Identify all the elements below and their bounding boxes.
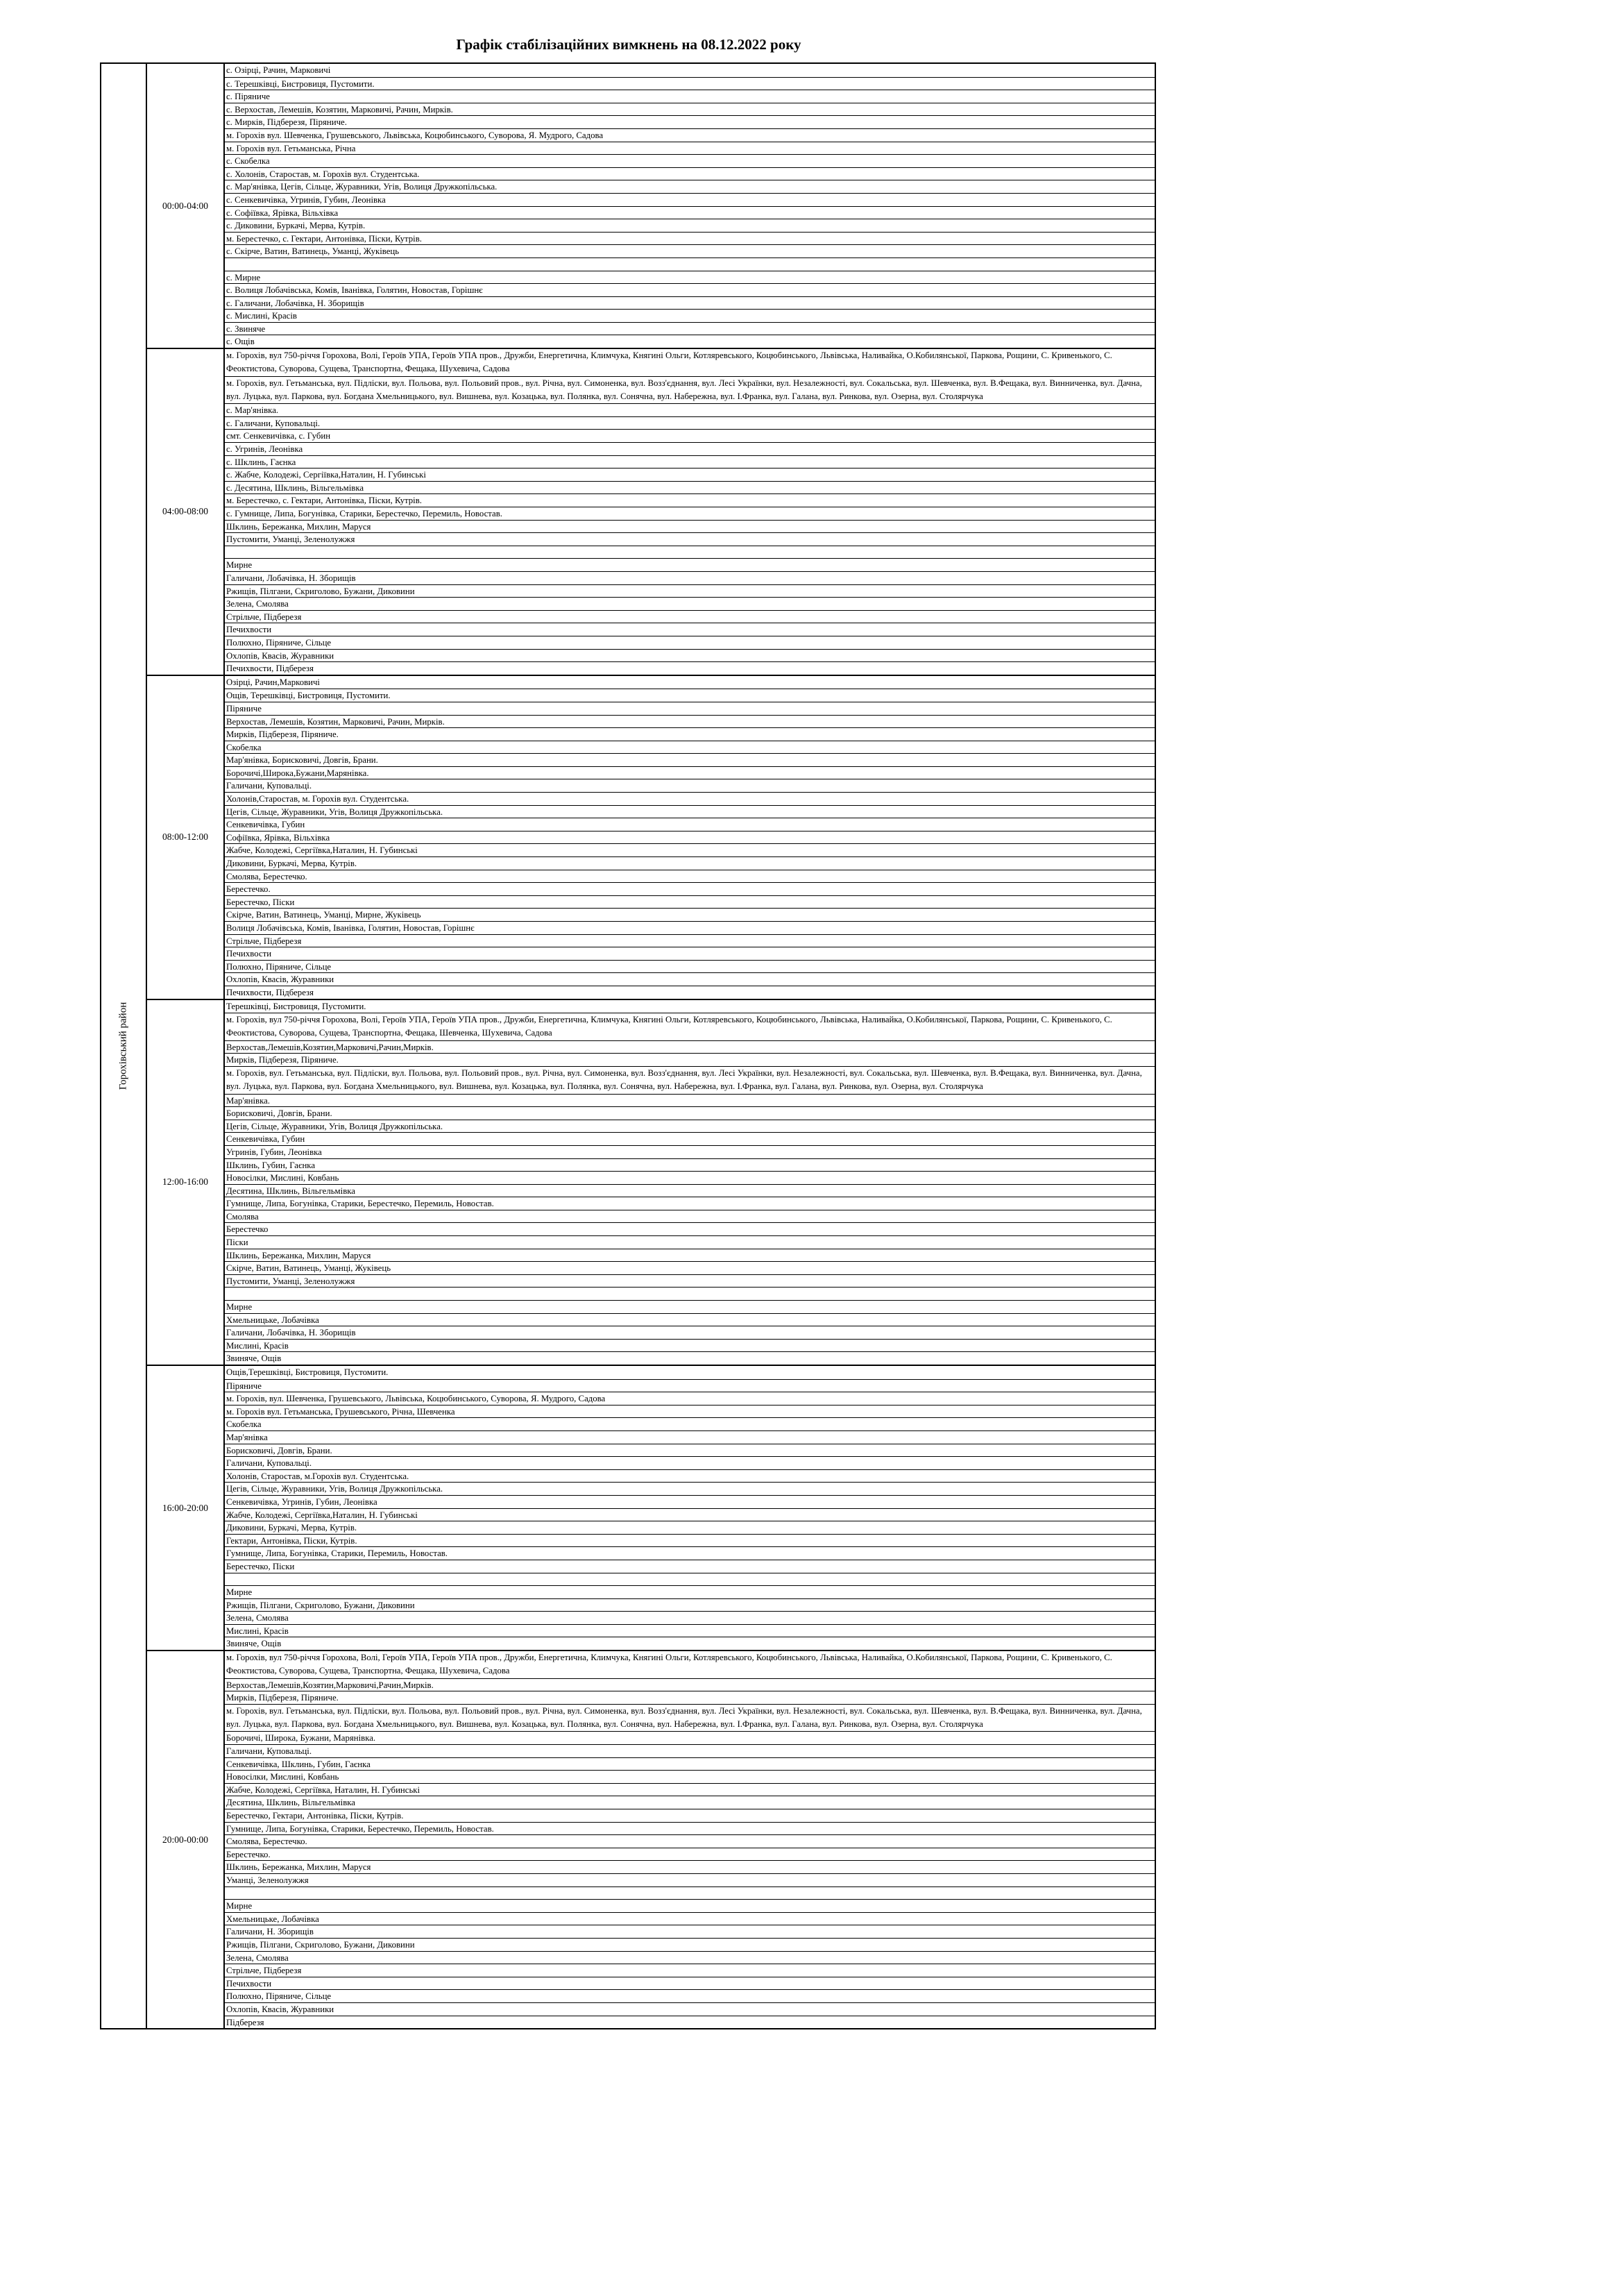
- settlement-row: Сенкевичівка, Угринів, Губин, Леонівка: [225, 1495, 1155, 1508]
- settlement-row: м. Берестечко, с. Гектари, Антонівка, Піски, Кутрів.: [225, 232, 1155, 245]
- settlement-row: с. Сенкевичівка, Угринів, Губин, Леонівка: [225, 193, 1155, 206]
- settlement-row: Скірче, Ватин, Ватинець, Уманці, Мирне, Жуківець: [225, 908, 1155, 921]
- settlement-row: Гумнище, Липа, Богунівка, Старики, Перемиль, Новостав.: [225, 1546, 1155, 1560]
- settlement-row: Пустомити, Уманці, Зеленолужжя: [225, 532, 1155, 546]
- settlement-row: м. Горохів, вул 750-річчя Горохова, Волі, Героїв УПА, Героїв УПА пров., Дружби, Енергетична, Климчука, Княгині Ольги, Котляревського, Коцюбинського, Львівська, Наливайка, О.Кобилянської, Паркова, Рощини, С. Кривенького, С. Феоктистова, Суворова, Сущева, Транспортна, Фещака, Шухевича, Садова: [226, 351, 1112, 374]
- settlement-row: Сенкевичівка, Губин: [225, 818, 1155, 831]
- settlement-row: Смолява, Берестечко.: [225, 870, 1155, 883]
- settlement-row: Стрільче, Підберезя: [225, 610, 1155, 623]
- settlement-row: Галичани, Куповальці.: [225, 1456, 1155, 1469]
- settlement-row: Верхостав,Лемешів,Козятин,Марковичі,Рачин,Мирків.: [225, 1678, 1155, 1691]
- settlement-row: Мирків, Підберезя, Піряниче.: [225, 1053, 1155, 1066]
- settlement-row: с. Галичани, Куповальці.: [225, 416, 1155, 430]
- settlement-rows: [225, 1651, 1155, 2028]
- settlement-row: с. Терешківці, Бистровиця, Пустомити.: [225, 77, 1155, 90]
- settlement-row: смт. Сенкевичівка, с. Губин: [225, 429, 1155, 442]
- settlement-row: Берестечко, Гектари, Антонівка, Піски, Кутрів.: [225, 1809, 1155, 1822]
- settlement-row: с. Мирків, Підберезя, Піряниче.: [225, 115, 1155, 128]
- settlement-row: Звиняче, Ощів: [225, 1637, 1155, 1650]
- settlement-row: Угринів, Губин, Леонівка: [225, 1145, 1155, 1158]
- settlement-row: [225, 1886, 1155, 1900]
- settlement-row: Охлопів, Квасів, Журавники: [225, 972, 1155, 986]
- settlement-row: Стрільче, Підберезя: [225, 934, 1155, 947]
- settlement-row: Гумнище, Липа, Богунівка, Старики, Берестечко, Перемиль, Новостав.: [225, 1197, 1155, 1210]
- settlement-row: Верхостав,Лемешів,Козятин,Марковичі,Рачин,Мирків.: [225, 1040, 1155, 1054]
- settlement-row: Ощів, Терешківці, Бистровиця, Пустомити.: [225, 689, 1155, 702]
- settlement-row: Печихвости: [225, 1977, 1155, 1990]
- settlement-row: с. Диковини, Буркачі, Мерва, Кутрів.: [225, 219, 1155, 232]
- settlement-row: с. Галичани, Лобачівка, Н. Зборищів: [225, 296, 1155, 310]
- settlement-row: Верхостав, Лемешів, Козятин, Марковичі, Рачин, Мирків.: [225, 715, 1155, 728]
- settlement-row: м. Горохів, вул. Шевченка, Грушевського, Львівська, Коцюбинського, Суворова, Я. Мудрого, Садова: [225, 1392, 1155, 1405]
- settlement-row: Шклинь, Бережанка, Михлин, Маруся: [225, 1249, 1155, 1262]
- settlement-row: Диковини, Буркачі, Мерва, Кутрів.: [225, 1521, 1155, 1534]
- settlement-row: Печихвости: [225, 947, 1155, 960]
- district-label: Горохівський район: [117, 1002, 129, 1090]
- settlement-row: Мирків, Підберезя, Піряниче.: [225, 727, 1155, 741]
- settlement-row: Мирне: [225, 558, 1155, 571]
- settlement-row: Мар'янівка.: [225, 1094, 1155, 1107]
- page-title: Графік стабілізаційних вимкнень на 08.12.2022 року: [456, 36, 801, 53]
- settlement-row: Мислині, Красів: [225, 1339, 1155, 1352]
- settlement-row: Пустомити, Уманці, Зеленолужжя: [225, 1274, 1155, 1288]
- settlement-row: м. Горохів вул. Гетьманська, Грушевського, Річна, Шевченка: [225, 1405, 1155, 1418]
- settlement-row: с. Скірче, Ватин, Ватинець, Уманці, Жуківець: [225, 244, 1155, 258]
- settlement-row: Зелена, Смолява: [225, 597, 1155, 610]
- time-block: [147, 1365, 1155, 1650]
- settlement-row: м. Горохів вул. Гетьманська, Річна: [225, 142, 1155, 155]
- settlement-row: Борочичі,Широка,Бужани,Марянівка.: [225, 766, 1155, 779]
- settlement-row: с. Холонів, Старостав, м. Горохів вул. Студентська.: [225, 167, 1155, 180]
- settlement-row: с. Софіївка, Ярівка, Вільхівка: [225, 206, 1155, 219]
- settlement-row: Берестечко, Піски: [225, 895, 1155, 909]
- settlement-row: м. Горохів, вул 750-річчя Горохова, Волі, Героїв УПА, Героїв УПА пров., Дружби, Енергетична, Климчука, Княгині Ольги, Котляревського, Коцюбинського, Львівська, Наливайка, О.Кобилянської, Паркова, Рощини, С. Кривенького, С. Феоктистова, Суворова, Сущева, Транспортна, Фещака, Шухевича, Садова: [226, 1653, 1112, 1676]
- settlement-row: Уманці, Зеленолужжя: [225, 1873, 1155, 1886]
- settlement-row: с. Мирне: [225, 271, 1155, 284]
- settlement-row: м. Берестечко, с. Гектари, Антонівка, Піски, Кутрів.: [225, 493, 1155, 507]
- settlement-row: с. Десятина, Шклинь, Вільгельмівка: [225, 481, 1155, 494]
- settlement-row: Мирне: [225, 1300, 1155, 1313]
- settlement-row: Підберезя: [225, 2016, 1155, 2029]
- settlement-row: Галичани, Лобачівка, Н. Зборищів: [225, 571, 1155, 584]
- settlement-row: Скобелка: [225, 1417, 1155, 1430]
- settlement-row: Охлопів, Квасів, Журавники: [225, 649, 1155, 662]
- settlement-row: Печихвости, Підберезя: [225, 661, 1155, 675]
- settlement-row: с. Гумнище, Липа, Богунівка, Старики, Берестечко, Перемиль, Новостав.: [225, 507, 1155, 520]
- settlement-row: Хмельницьке, Лобачівка: [225, 1912, 1155, 1925]
- settlement-row: Берестечко: [225, 1222, 1155, 1235]
- settlement-row: Жабче, Колодежі, Сергіївка, Наталин, Н. Губинські: [225, 1783, 1155, 1796]
- settlement-row: с. Звиняче: [225, 322, 1155, 335]
- settlement-row: Диковини, Буркачі, Мерва, Кутрів.: [225, 856, 1155, 870]
- settlement-row: Піски: [225, 1235, 1155, 1249]
- settlement-row: м. Горохів, вул 750-річчя Горохова, Волі, Героїв УПА, Героїв УПА пров., Дружби, Енергетична, Климчука, Княгині Ольги, Котляревського, Коцюбинського, Львівська, Наливайка, О.Кобилянської, Паркова, Рощини, С. Кривенького, С. Феоктистова, Суворова, Сущева, Транспортна, Фещака, Шевченка, Шухевича, Садова: [225, 1013, 1155, 1040]
- time-slot-label: 08:00-12:00: [147, 676, 225, 999]
- settlement-row: м. Горохів, вул. Гетьманська, вул. Підліски, вул. Польова, вул. Польовий пров., вул. Річна, вул. Симоненка, вул. Возз'єднання, вул. Лесі Українки, вул. Незалежності, вул. Сокальська, вул. Шевченка, вул. В.Фещака, вул. Винниченка, вул. Дачна, вул. Луцька, вул. Паркова, вул. Богдана Хмельницького, вул. Вишнева, вул. Козацька, вул. Полянка, вул. Сонячна, вул. Набережна, вул. І.Франка, вул. Галана, вул. Ринкова, вул. Озерна, вул. Столярчука: [225, 376, 1155, 404]
- settlement-row: Новосілки, Мислині, Ковбань: [225, 1171, 1155, 1184]
- settlement-row: Галичани, Лобачівка, Н. Зборищів: [225, 1326, 1155, 1339]
- settlement-row: с. Верхостав, Лемешів, Козятин, Марковичі, Рачин, Мирків.: [225, 103, 1155, 116]
- settlement-row: Мирне: [225, 1585, 1155, 1598]
- time-slot-label: 00:00-04:00: [147, 64, 225, 348]
- settlement-row: Борисковичі, Довгів, Брани.: [225, 1444, 1155, 1457]
- settlement-row: [225, 546, 1155, 559]
- settlement-row: с. Мар'янівка, Цегів, Сільце, Журавники, Угів, Волиця Дружкопільська.: [225, 180, 1155, 193]
- time-blocks: [147, 64, 1155, 2028]
- settlement-row: Ржищів, Пілгани, Скриголово, Бужани, Диковини: [225, 1598, 1155, 1612]
- settlement-row: Галичани, Куповальці.: [225, 779, 1155, 792]
- settlement-row: Берестечко.: [225, 882, 1155, 895]
- settlement-row: Цегів, Сільце, Журавники, Угів, Волиця Дружкопільська.: [225, 805, 1155, 818]
- settlement-row: Ржищів, Пілгани, Скриголово, Бужани, Диковини: [225, 1938, 1155, 1951]
- settlement-row: Мирне: [225, 1899, 1155, 1912]
- settlement-row: Шклинь, Бережанка, Михлин, Маруся: [225, 1860, 1155, 1873]
- settlement-row: Мислині, Красів: [225, 1624, 1155, 1637]
- settlement-row: Мар'янівка: [225, 1430, 1155, 1444]
- settlement-row: Ржищів, Пілгани, Скриголово, Бужани, Диковини: [225, 584, 1155, 598]
- settlement-row: Скобелка: [225, 741, 1155, 754]
- settlement-row: Терешківці, Бистровиця, Пустомити.: [226, 1001, 366, 1011]
- settlement-row: с. Мислині, Красів: [225, 309, 1155, 322]
- settlement-row: м. Горохів вул. Шевченка, Грушевського, Львівська, Коцюбинського, Суворова, Я. Мудрого, Садова: [225, 128, 1155, 142]
- settlement-row: Ощів,Терешківці, Бистровиця, Пустомити.: [226, 1367, 389, 1377]
- settlement-rows: [225, 1366, 1155, 1650]
- settlement-row: с. Піряниче: [225, 90, 1155, 103]
- settlement-row: Полюхно, Піряниче, Сільце: [225, 1989, 1155, 2002]
- settlement-row: Софіївка, Ярівка, Вільхівка: [225, 831, 1155, 844]
- settlement-row: Цегів, Сільце, Журавники, Угів, Волиця Дружкопільська.: [225, 1120, 1155, 1133]
- settlement-row: Берестечко.: [225, 1848, 1155, 1861]
- time-slot-label: 12:00-16:00: [147, 1000, 225, 1365]
- time-block: [147, 999, 1155, 1365]
- time-slot-label: 20:00-00:00: [147, 1651, 225, 2028]
- settlement-row: Сенкевичівка, Губин: [225, 1132, 1155, 1145]
- settlement-row: с. Ощів: [225, 335, 1155, 348]
- settlement-row: с. Волиця Лобачівська, Комів, Іванівка, Голятин, Новостав, Горішнє: [225, 283, 1155, 296]
- time-slot-label: 04:00-08:00: [147, 349, 225, 675]
- settlement-row: Мирків, Підберезя, Піряниче.: [225, 1691, 1155, 1704]
- settlement-row: Мар'янівка, Борисковичі, Довгів, Брани.: [225, 753, 1155, 766]
- settlement-row: Піряниче: [225, 702, 1155, 715]
- settlement-row: Стрільче, Підберезя: [225, 1964, 1155, 1977]
- settlement-row: Скірче, Ватин, Ватинець, Уманці, Жуківець: [225, 1261, 1155, 1274]
- settlement-rows: [225, 676, 1155, 999]
- settlement-row: Холонів,Старостав, м. Горохів вул. Студентська.: [225, 792, 1155, 805]
- settlement-row: Зелена, Смолява: [225, 1951, 1155, 1964]
- settlement-row: [225, 1573, 1155, 1586]
- settlement-row: Полюхно, Піряниче, Сільце: [225, 960, 1155, 973]
- settlement-row: Печихвости, Підберезя: [225, 986, 1155, 999]
- time-block: [147, 64, 1155, 348]
- settlement-row: Галичани, Н. Зборищів: [225, 1925, 1155, 1938]
- settlement-row: Печихвости: [225, 623, 1155, 636]
- time-block: [147, 675, 1155, 999]
- settlement-row: Гектари, Антонівка, Піски, Кутрів.: [225, 1534, 1155, 1547]
- settlement-row: с. Жабче, Колодежі, Сергіївка,Наталин, Н. Губинські: [225, 468, 1155, 481]
- time-block: [147, 348, 1155, 675]
- settlement-row: Галичани, Куповальці.: [225, 1744, 1155, 1757]
- settlement-row: Жабче, Колодежі, Сергіївка,Наталин, Н. Губинські: [225, 843, 1155, 856]
- settlement-row: с. Угринів, Леонівка: [225, 442, 1155, 455]
- settlement-row: Озірці, Рачин,Марковичі: [226, 677, 320, 687]
- settlement-row: Смолява, Берестечко.: [225, 1834, 1155, 1848]
- settlement-row: Зелена, Смолява: [225, 1611, 1155, 1624]
- settlement-row: Шклинь, Губин, Гаєнка: [225, 1158, 1155, 1172]
- schedule-table: [100, 62, 1156, 2029]
- settlement-row: Піряниче: [225, 1379, 1155, 1392]
- settlement-row: с. Скобелка: [225, 154, 1155, 167]
- settlement-row: Берестечко, Піски: [225, 1560, 1155, 1573]
- settlement-row: Десятина, Шклинь, Вільгельмівка: [225, 1796, 1155, 1809]
- settlement-rows: [225, 1000, 1155, 1365]
- district-cell: [101, 64, 147, 2028]
- settlement-row: [225, 258, 1155, 271]
- settlement-row: Хмельницьке, Лобачівка: [225, 1313, 1155, 1326]
- settlement-rows: [225, 349, 1155, 675]
- settlement-row: Цегів, Сільце, Журавники, Угів, Волиця Дружкопільська.: [225, 1482, 1155, 1495]
- settlement-rows: [225, 64, 1155, 348]
- settlement-row: Шклинь, Бережанка, Михлин, Маруся: [225, 520, 1155, 533]
- settlement-row: м. Горохів, вул. Гетьманська, вул. Підліски, вул. Польова, вул. Польовий пров., вул. Річна, вул. Симоненка, вул. Возз'єднання, вул. Лесі Українки, вул. Незалежності, вул. Сокальська, вул. Шевченка, вул. В.Фещака, вул. Винниченка, вул. Дачна, вул. Луцька, вул. Паркова, вул. Богдана Хмельницького, вул. Вишнева, вул. Козацька, вул. Полянка, вул. Сонячна, вул. Набережна, вул. І.Франка, вул. Галана, вул. Ринкова, вул. Озерна, вул. Столярчука: [225, 1066, 1155, 1094]
- settlement-row: Борочичі, Широка, Бужани, Марянівка.: [225, 1731, 1155, 1744]
- settlement-row: Холонів, Старостав, м.Горохів вул. Студентська.: [225, 1469, 1155, 1483]
- settlement-row: м. Горохів, вул. Гетьманська, вул. Підліски, вул. Польова, вул. Польовий пров., вул. Річна, вул. Симоненка, вул. Возз'єднання, вул. Лесі Українки, вул. Незалежності, вул. Сокальська, вул. Шевченка, вул. В.Фещака, вул. Винниченка, вул. Дачна, вул. Луцька, вул. Паркова, вул. Богдана Хмельницького, вул. Вишнева, вул. Козацька, вул. Полянка, вул. Сонячна, вул. Набережна, вул. І.Франка, вул. Галана, вул. Ринкова, вул. Озерна, вул. Столярчука: [225, 1704, 1155, 1732]
- settlement-row: с. Озірці, Рачин, Марковичі: [226, 65, 331, 75]
- time-block: [147, 1650, 1155, 2028]
- time-slot-label: 16:00-20:00: [147, 1366, 225, 1650]
- settlement-row: Охлопів, Квасів, Журавники: [225, 2002, 1155, 2016]
- settlement-row: с. Шклинь, Гаєнка: [225, 455, 1155, 469]
- settlement-row: Звиняче, Ощів: [225, 1351, 1155, 1365]
- settlement-row: с. Мар'янівка.: [225, 403, 1155, 416]
- settlement-row: Волиця Лобачівська, Комів, Іванівка, Голятин, Новостав, Горішнє: [225, 921, 1155, 934]
- settlement-row: [225, 1287, 1155, 1300]
- settlement-row: Жабче, Колодежі, Сергіївка,Наталин, Н. Губинські: [225, 1508, 1155, 1521]
- settlement-row: Новосілки, Мислині, Ковбань: [225, 1770, 1155, 1783]
- settlement-row: Гумнище, Липа, Богунівка, Старики, Берестечко, Перемиль, Новостав.: [225, 1822, 1155, 1835]
- settlement-row: Сенкевичівка, Шклинь, Губин, Гаєнка: [225, 1757, 1155, 1771]
- settlement-row: Полюхно, Піряниче, Сільце: [225, 636, 1155, 649]
- settlement-row: Борисковичі, Довгів, Брани.: [225, 1106, 1155, 1120]
- settlement-row: Смолява: [225, 1210, 1155, 1223]
- settlement-row: Десятина, Шклинь, Вільгельмівка: [225, 1184, 1155, 1197]
